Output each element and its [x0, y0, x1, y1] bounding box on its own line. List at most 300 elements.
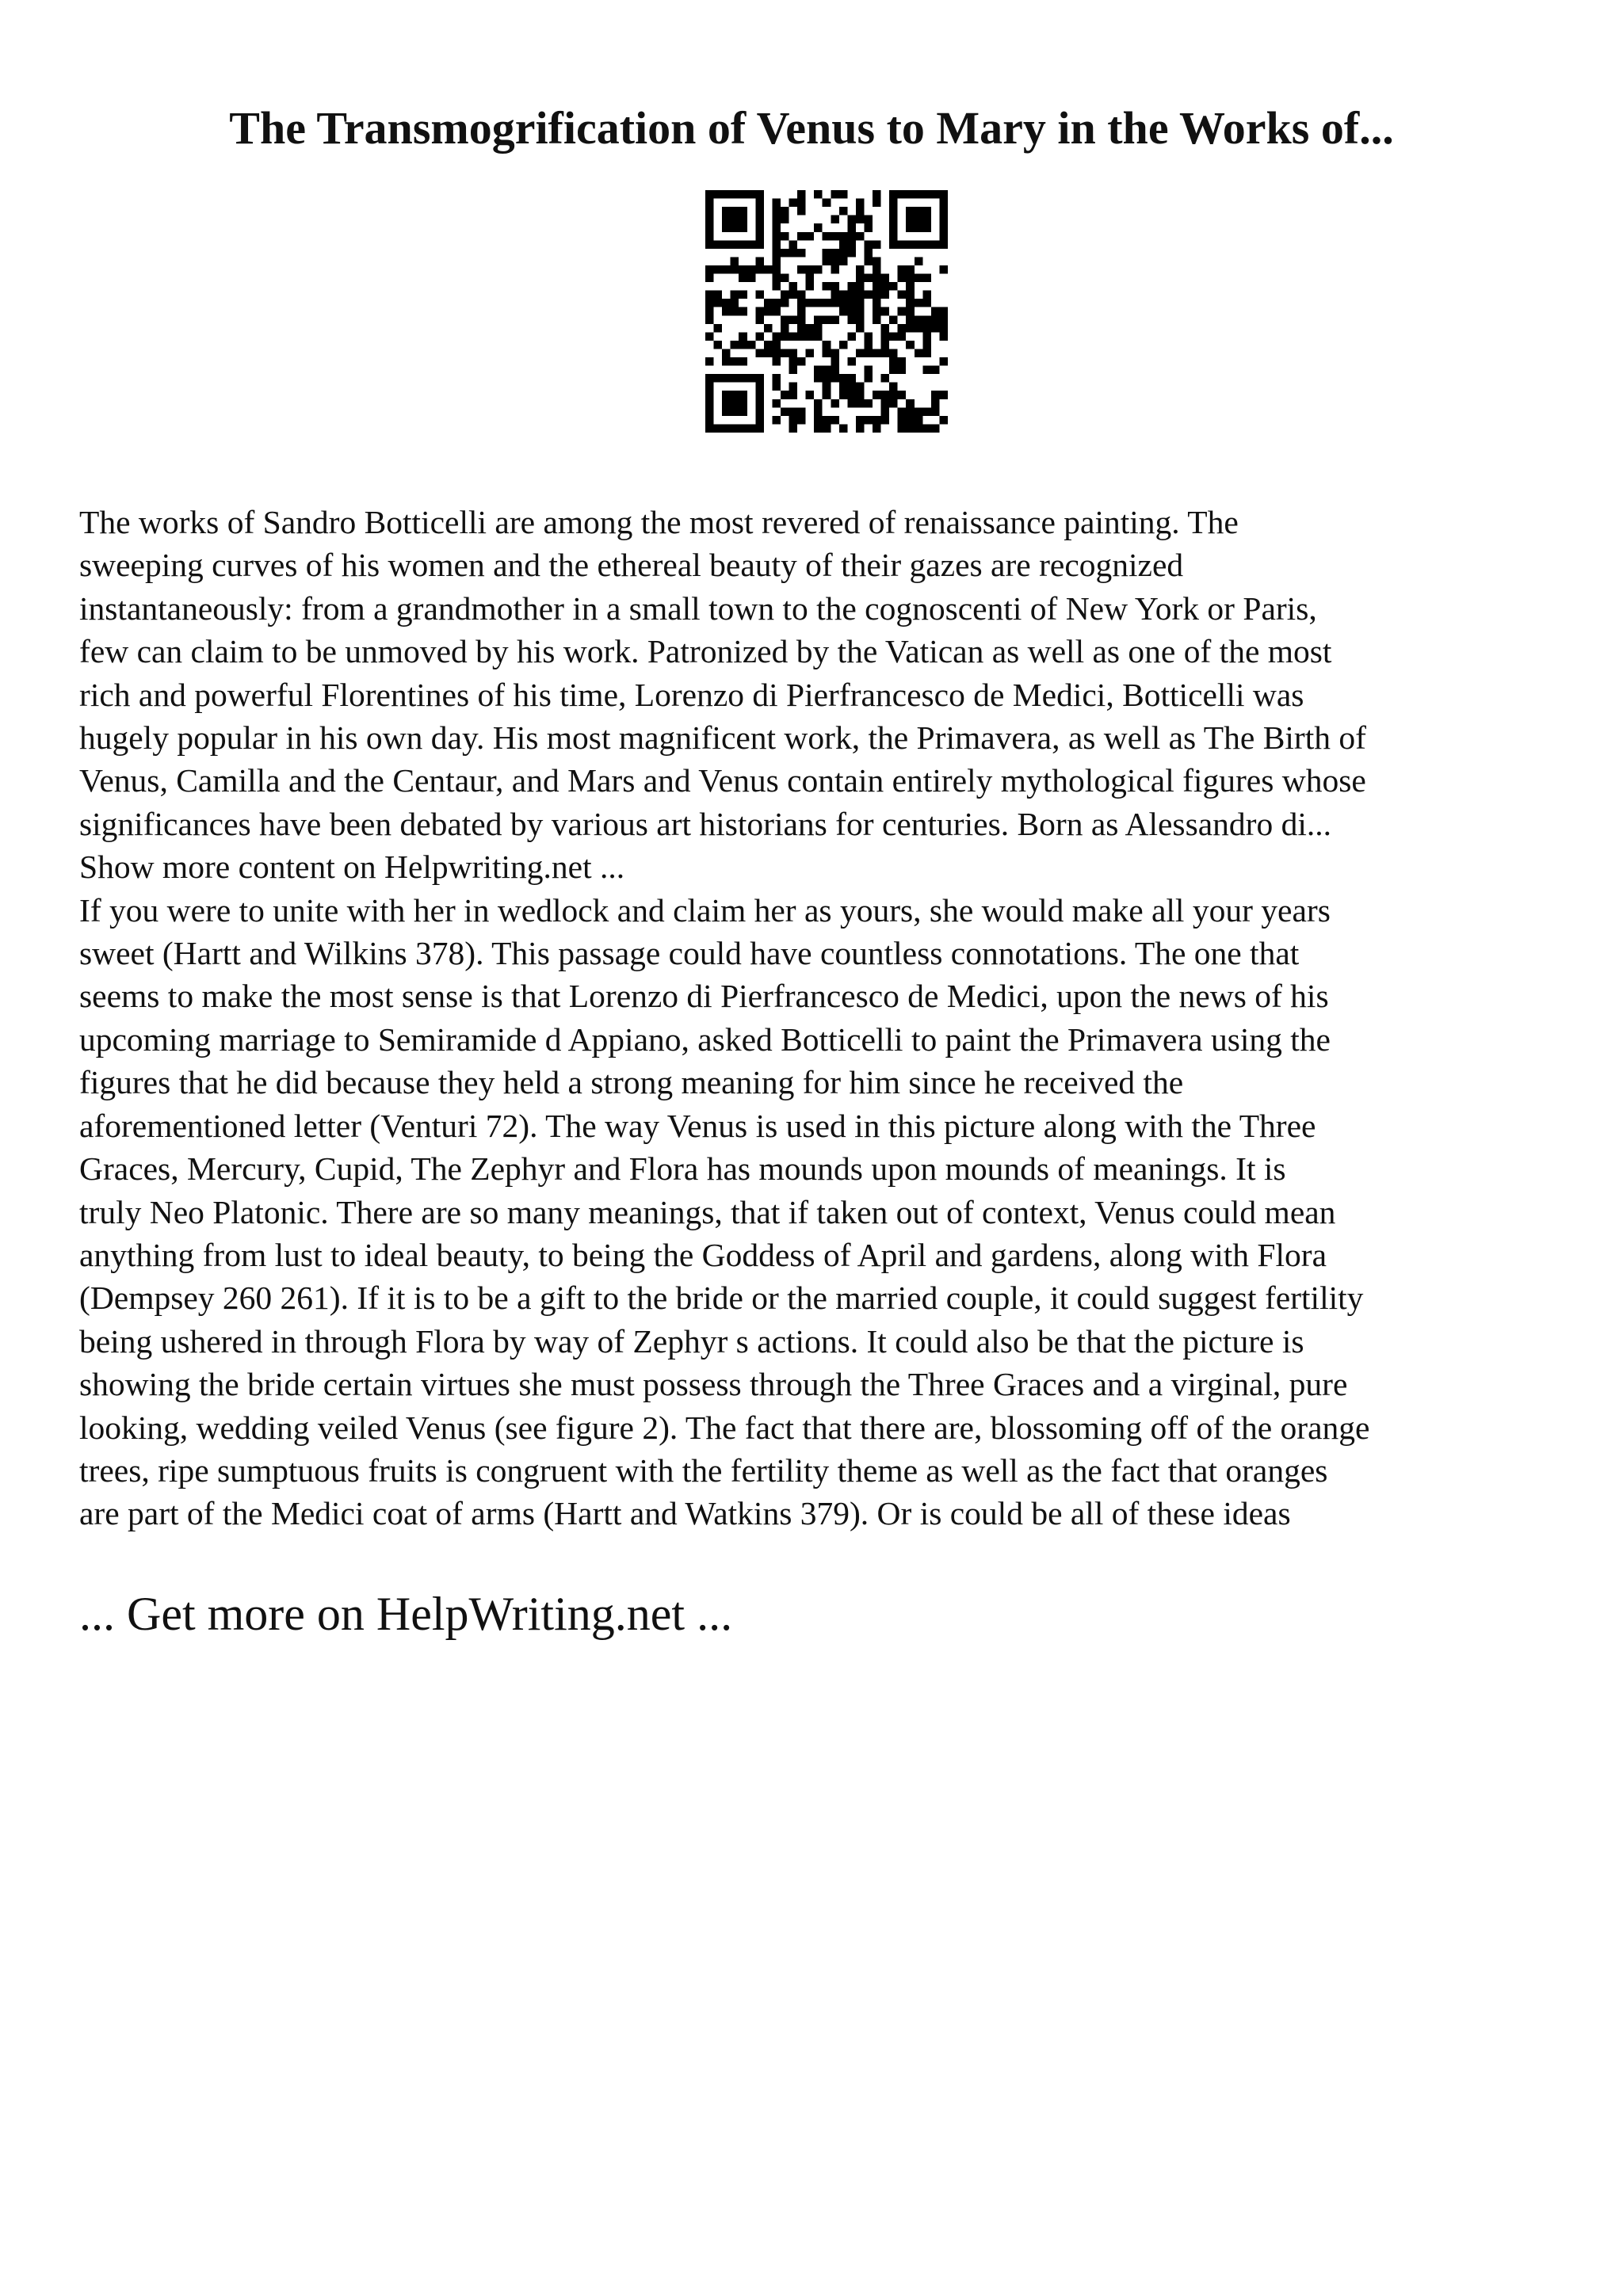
qr-module [705, 332, 714, 341]
qr-module [898, 291, 907, 299]
qr-module [922, 315, 931, 324]
qr-module [915, 223, 923, 232]
qr-module [873, 199, 881, 208]
qr-module [915, 349, 923, 357]
qr-module [915, 215, 923, 224]
qr-module [789, 391, 798, 399]
qr-module [755, 232, 764, 241]
qr-module [814, 424, 823, 433]
qr-module [797, 299, 806, 307]
qr-module [739, 291, 747, 299]
qr-module [705, 215, 714, 224]
qr-module [823, 374, 831, 383]
qr-module [722, 299, 731, 307]
qr-module [881, 324, 890, 333]
qr-module [714, 341, 723, 349]
qr-module [772, 341, 781, 349]
qr-module [873, 349, 881, 357]
qr-module [705, 299, 714, 307]
qr-module [831, 399, 839, 408]
qr-module [931, 366, 940, 375]
qr-module [939, 232, 948, 241]
qr-module [856, 399, 865, 408]
qr-module [705, 424, 714, 433]
qr-module [731, 215, 739, 224]
qr-module [747, 341, 756, 349]
qr-module [939, 315, 948, 324]
qr-module [839, 257, 848, 265]
qr-module [873, 282, 881, 291]
qr-module [781, 249, 789, 257]
qr-module [772, 374, 781, 383]
qr-module [705, 307, 714, 316]
qr-module [889, 391, 898, 399]
qr-module [781, 207, 789, 215]
qr-module [731, 399, 739, 408]
qr-module [881, 291, 890, 299]
qr-module [823, 249, 831, 257]
qr-module [864, 399, 873, 408]
qr-module [906, 240, 915, 249]
document-body: The works of Sandro Botticelli are among the most revered of renaissance painting. The sweeping curves of his women and the ethereal beauty of their gazes are recognized instantaneously: from a grandmother in a small town to the cognoscenti of New York or Paris, few can claim to be unmoved by his work. Patronized by the Vatican as well as one of the most rich and powerful Florentines of his time, Lorenzo di Pierfrancesco de Medici, Botticelli was hugely popular in his own day. His most magnificent work, the Primavera, as well as The Birth of Venus, Camilla and the Centaur, and Mars and Venus contain entirely mythological figures whose significances have been debated by various art historians for centuries. Born as Alessandro di... Show more content on Helpwriting.net ... If you were to unite with her in wedlock and claim her as yours, she would make all your years sweet (Hartt and Wilkins 378). This passage could have countless connotations. The one that seems to make the most sense is that Lorenzo di Pierfrancesco de Medici, upon the news of his upcoming marriage to Semiramide d Appiano, asked Botticelli to paint the Primavera using the figures that he did because they held a strong meaning for him since he received the aforementioned letter (Venturi 72). The way Venus is used in this picture along with the Three Graces, Mercury, Cupid, The Zephyr and Flora has mounds upon mounds of meanings. It is truly Neo Platonic. There are so many meanings, that if taken out of context, Venus could mean anything from lust to ideal beauty, to being the Goddess of April and gardens, along with Flora (Dempsey 260 261). If it is to be a gift to the bride or the married couple, it could suggest fertility being ushered in through Flora by way of Zephyr s actions. It could also be that the picture is showing the bride certain virtues she must possess through the Three Graces and a virginal, pure looking, wedding veiled Venus (see figure 2). The fact that there are, blossoming off of the orange trees, ripe sumptuous fruits is congruent with the fertility theme as well as the fact that oranges are part of the Medici coat of arms (Hartt and Watkins 379). Or is could be all of these ideas [79, 504, 1370, 1532]
qr-module [939, 357, 948, 366]
qr-module [839, 249, 848, 257]
qr-module [906, 324, 915, 333]
qr-module [915, 407, 923, 416]
qr-module [789, 416, 798, 425]
qr-module [789, 240, 798, 249]
qr-module [747, 190, 756, 199]
qr-module [814, 332, 823, 341]
qr-module [831, 215, 839, 224]
qr-module [873, 274, 881, 283]
qr-module [714, 424, 723, 433]
qr-module [731, 190, 739, 199]
qr-module [881, 374, 890, 383]
qr-module [889, 357, 898, 366]
qr-module [755, 383, 764, 391]
qr-module [864, 341, 873, 349]
qr-module [772, 282, 781, 291]
qr-module [831, 299, 839, 307]
qr-module [847, 223, 856, 232]
qr-module [739, 374, 747, 383]
qr-module [922, 215, 931, 224]
qr-module [705, 223, 714, 232]
qr-module [931, 424, 940, 433]
qr-module [831, 366, 839, 375]
qr-module [873, 291, 881, 299]
qr-module [789, 282, 798, 291]
qr-module [705, 232, 714, 241]
qr-module [939, 307, 948, 316]
qr-module [789, 357, 798, 366]
qr-module [714, 265, 723, 274]
qr-module [839, 291, 848, 299]
qr-module [898, 190, 907, 199]
qr-module [772, 332, 781, 341]
qr-module [772, 223, 781, 232]
qr-module [797, 249, 806, 257]
qr-module [939, 190, 948, 199]
qr-module [915, 424, 923, 433]
qr-module [781, 299, 789, 307]
qr-module [839, 341, 848, 349]
qr-module [797, 307, 806, 316]
qr-module [731, 207, 739, 215]
qr-module [731, 257, 739, 265]
qr-module [772, 249, 781, 257]
qr-module [873, 299, 881, 307]
qr-module [864, 332, 873, 341]
qr-module [922, 366, 931, 375]
qr-module [772, 307, 781, 316]
qr-module [731, 391, 739, 399]
qr-module [705, 240, 714, 249]
qr-module [831, 315, 839, 324]
qr-module [789, 332, 798, 341]
qr-module [831, 349, 839, 357]
qr-module [898, 407, 907, 416]
qr-module [823, 315, 831, 324]
qr-module [755, 416, 764, 425]
qr-module [806, 332, 815, 341]
qr-module [915, 274, 923, 283]
qr-module [864, 215, 873, 224]
qr-module [906, 282, 915, 291]
qr-module [814, 399, 823, 408]
qr-module [831, 232, 839, 241]
qr-module [814, 299, 823, 307]
qr-module [906, 223, 915, 232]
qr-module [915, 207, 923, 215]
qr-module [864, 257, 873, 265]
qr-module [781, 232, 789, 241]
qr-module [889, 349, 898, 357]
qr-module [898, 416, 907, 425]
qr-module [705, 399, 714, 408]
qr-module [797, 324, 806, 333]
qr-module [889, 282, 898, 291]
qr-module [906, 207, 915, 215]
qr-module [931, 190, 940, 199]
qr-module [839, 207, 848, 215]
qr-module [789, 291, 798, 299]
qr-module [705, 374, 714, 383]
get-more-link[interactable]: ... Get more on HelpWriting.net ... [79, 1588, 733, 1640]
qr-module [755, 391, 764, 399]
qr-module [847, 299, 856, 307]
qr-module [789, 383, 798, 391]
qr-module [764, 341, 773, 349]
qr-module [915, 299, 923, 307]
qr-module [764, 265, 773, 274]
qr-code-icon[interactable] [705, 190, 948, 433]
qr-module [939, 240, 948, 249]
qr-module [873, 257, 881, 265]
qr-module [781, 291, 789, 299]
qr-module [898, 324, 907, 333]
qr-module [873, 240, 881, 249]
qr-module [915, 315, 923, 324]
qr-module [856, 416, 865, 425]
qr-module [755, 399, 764, 408]
qr-module [831, 249, 839, 257]
qr-module [722, 399, 731, 408]
qr-module [722, 240, 731, 249]
qr-module [705, 265, 714, 274]
qr-module [915, 190, 923, 199]
qr-module [789, 315, 798, 324]
qr-module [739, 407, 747, 416]
qr-module [823, 366, 831, 375]
qr-module [906, 291, 915, 299]
qr-module [797, 190, 806, 199]
qr-module [889, 383, 898, 391]
qr-module [772, 232, 781, 241]
qr-module [772, 399, 781, 408]
qr-module [714, 374, 723, 383]
qr-module [772, 199, 781, 208]
qr-module [898, 357, 907, 366]
qr-module [772, 383, 781, 391]
qr-module [814, 324, 823, 333]
qr-module [772, 357, 781, 366]
qr-module [931, 315, 940, 324]
qr-module [922, 207, 931, 215]
qr-module [705, 190, 714, 199]
qr-module [856, 265, 865, 274]
qr-module [889, 199, 898, 208]
qr-module [864, 223, 873, 232]
qr-module [931, 324, 940, 333]
qr-module [823, 416, 831, 425]
qr-module [831, 257, 839, 265]
qr-module [772, 416, 781, 425]
qr-module [814, 190, 823, 199]
qr-module [739, 190, 747, 199]
qr-module [831, 416, 839, 425]
qr-module [806, 274, 815, 283]
qr-module [889, 215, 898, 224]
qr-module [906, 407, 915, 416]
qr-module [906, 274, 915, 283]
qr-module [731, 291, 739, 299]
qr-module [831, 265, 839, 274]
qr-module [889, 399, 898, 408]
qr-module [747, 240, 756, 249]
qr-module [747, 265, 756, 274]
qr-module [797, 416, 806, 425]
qr-module [755, 265, 764, 274]
qr-module [864, 366, 873, 375]
qr-module [781, 349, 789, 357]
qr-module [714, 240, 723, 249]
qr-module [781, 407, 789, 416]
qr-module [755, 307, 764, 316]
qr-module [839, 232, 848, 241]
qr-module [705, 357, 714, 366]
qr-module [705, 391, 714, 399]
qr-module [764, 307, 773, 316]
qr-module [839, 307, 848, 316]
qr-module [831, 291, 839, 299]
qr-module [856, 199, 865, 208]
qr-module [881, 332, 890, 341]
qr-module [889, 207, 898, 215]
qr-module [922, 349, 931, 357]
qr-module [781, 274, 789, 283]
qr-module [922, 407, 931, 416]
qr-module [939, 265, 948, 274]
qr-module [755, 257, 764, 265]
qr-module [881, 391, 890, 399]
qr-module [797, 265, 806, 274]
qr-module [722, 223, 731, 232]
qr-module [806, 349, 815, 357]
qr-module [731, 240, 739, 249]
qr-module [781, 324, 789, 333]
qr-module [906, 215, 915, 224]
qr-module [847, 315, 856, 324]
qr-module [823, 257, 831, 265]
qr-module [856, 383, 865, 391]
qr-module [906, 265, 915, 274]
qr-module [714, 291, 723, 299]
qr-module [873, 307, 881, 316]
qr-module [755, 199, 764, 208]
qr-module [922, 190, 931, 199]
qr-module [814, 315, 823, 324]
qr-module [839, 240, 848, 249]
qr-module [873, 190, 881, 199]
qr-module [797, 407, 806, 416]
qr-module [915, 324, 923, 333]
qr-module [847, 383, 856, 391]
qr-module [705, 315, 714, 324]
qr-module [881, 416, 890, 425]
qr-module [906, 307, 915, 316]
qr-module [755, 407, 764, 416]
qr-module [764, 324, 773, 333]
qr-module [856, 391, 865, 399]
qr-module [931, 307, 940, 316]
qr-module [705, 274, 714, 283]
qr-module [915, 240, 923, 249]
qr-module [939, 215, 948, 224]
qr-module [831, 282, 839, 291]
qr-module [847, 399, 856, 408]
qr-module [847, 391, 856, 399]
qr-module [939, 207, 948, 215]
qr-module [847, 332, 856, 341]
qr-module [714, 324, 723, 333]
qr-module [939, 391, 948, 399]
qr-module [898, 332, 907, 341]
qr-module [797, 357, 806, 366]
qr-module [722, 374, 731, 383]
qr-module [764, 299, 773, 307]
qr-module [898, 366, 907, 375]
qr-module [789, 366, 798, 375]
qr-module [814, 366, 823, 375]
qr-module [714, 190, 723, 199]
qr-module [772, 274, 781, 283]
qr-module [856, 315, 865, 324]
qr-module [847, 374, 856, 383]
qr-module [864, 249, 873, 257]
qr-module [906, 190, 915, 199]
qr-module [739, 307, 747, 316]
qr-module [806, 282, 815, 291]
qr-module [939, 223, 948, 232]
qr-module [939, 416, 948, 425]
qr-module [747, 374, 756, 383]
qr-module [731, 223, 739, 232]
qr-module [722, 265, 731, 274]
qr-module [847, 282, 856, 291]
qr-module [915, 257, 923, 265]
qr-module [922, 424, 931, 433]
qr-module [831, 357, 839, 366]
qr-module [831, 374, 839, 383]
qr-module [797, 232, 806, 241]
qr-module [731, 265, 739, 274]
qr-module [856, 424, 865, 433]
qr-module [889, 315, 898, 324]
qr-module [705, 199, 714, 208]
qr-module [847, 249, 856, 257]
qr-module [705, 383, 714, 391]
qr-module [847, 291, 856, 299]
qr-module [722, 349, 731, 357]
qr-module [705, 416, 714, 425]
qr-module [889, 232, 898, 241]
qr-module [739, 357, 747, 366]
qr-module [755, 190, 764, 199]
qr-module [847, 307, 856, 316]
qr-module [722, 407, 731, 416]
qr-module [814, 407, 823, 416]
qr-module [722, 190, 731, 199]
qr-module [797, 199, 806, 208]
qr-module [856, 324, 865, 333]
qr-module [839, 299, 848, 307]
qr-module [873, 416, 881, 425]
qr-module [881, 341, 890, 349]
qr-module [856, 232, 865, 241]
qr-module [922, 332, 931, 341]
qr-module [839, 383, 848, 391]
qr-module [755, 240, 764, 249]
qr-module [931, 391, 940, 399]
qr-module [789, 349, 798, 357]
qr-module [881, 274, 890, 283]
qr-module [755, 349, 764, 357]
qr-module [864, 349, 873, 357]
qr-module [755, 332, 764, 341]
qr-module [705, 207, 714, 215]
qr-module [898, 274, 907, 283]
qr-module [739, 332, 747, 341]
qr-module [922, 223, 931, 232]
qr-module [722, 357, 731, 366]
qr-module [722, 207, 731, 215]
qr-module [797, 207, 806, 215]
qr-module [898, 240, 907, 249]
qr-module [839, 374, 848, 383]
qr-module [889, 332, 898, 341]
